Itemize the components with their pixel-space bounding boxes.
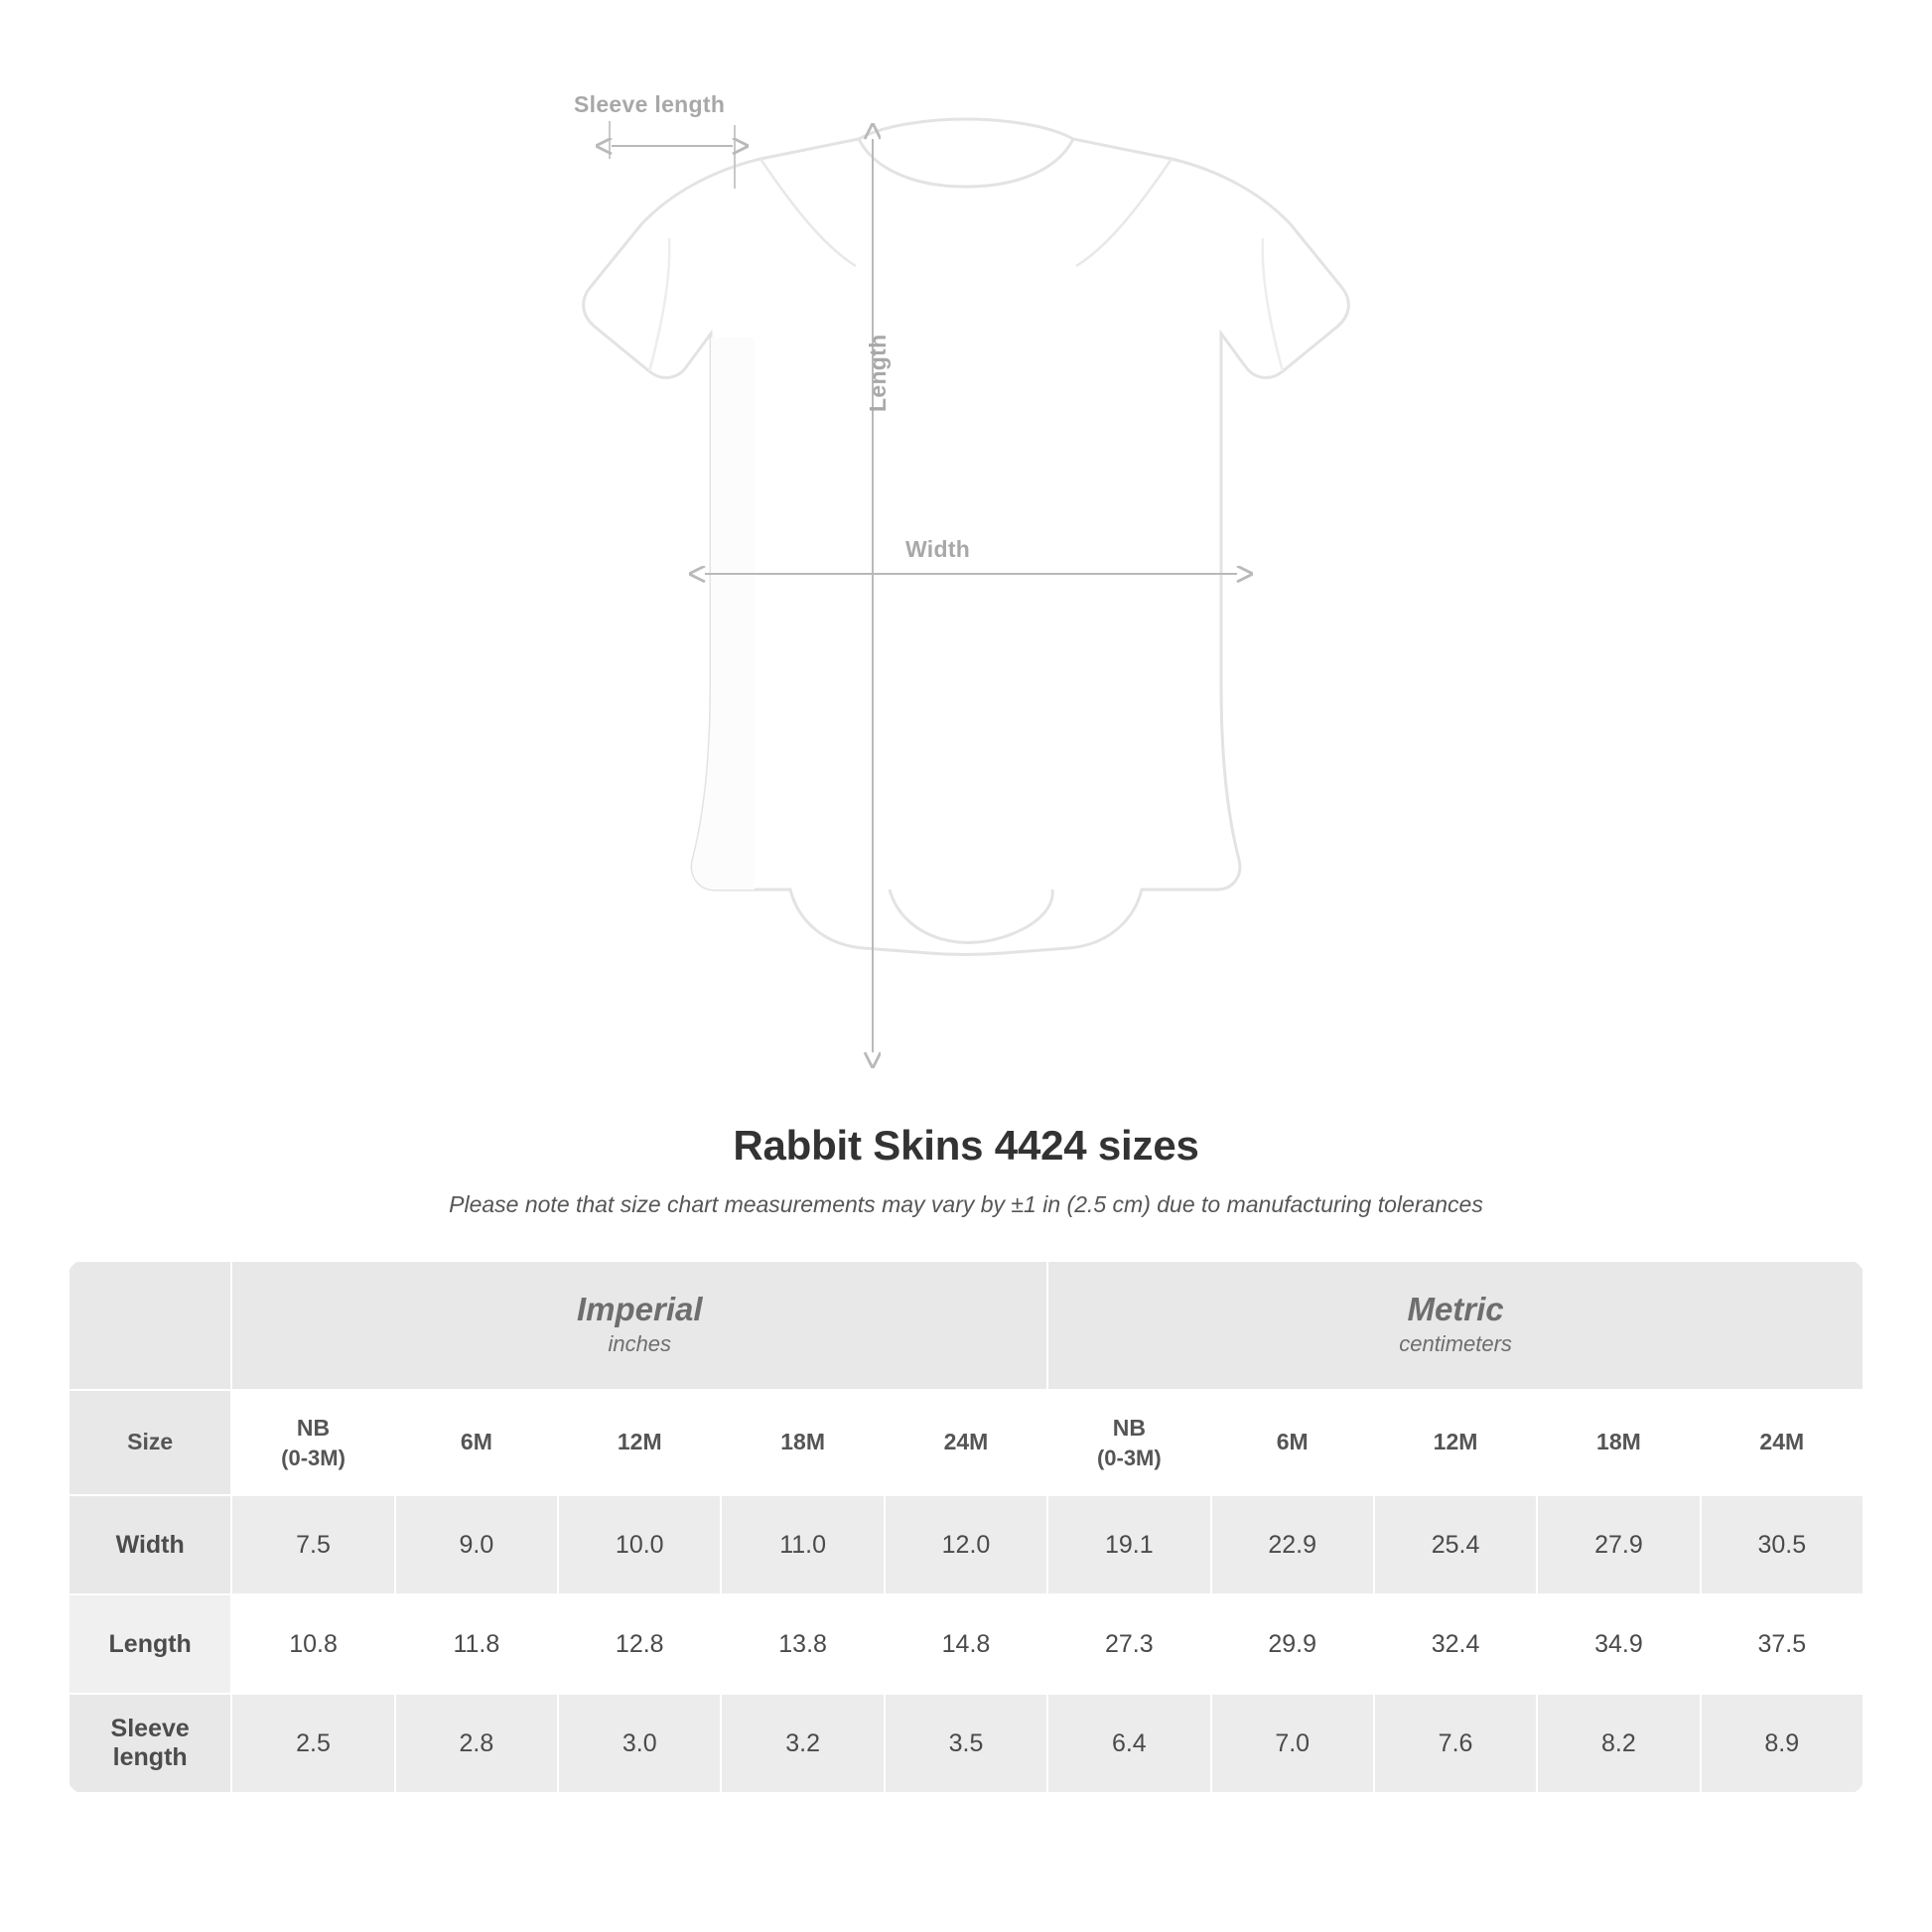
cell-sleeve-imperial-18m: 3.2 [721,1694,884,1793]
column-header-label: 18M [1596,1429,1641,1455]
cell-width-metric-24m: 30.5 [1701,1495,1863,1594]
unit-group-metric-sub: centimeters [1399,1331,1512,1357]
cell-length-metric-18m: 34.9 [1537,1594,1700,1694]
column-header-imperial-24m [885,1390,1047,1495]
size-table-wrapper [68,1260,1864,1794]
cell-width-metric-nb: 19.1 [1047,1495,1210,1594]
cell-width-metric-12m: 25.4 [1374,1495,1537,1594]
cell-sleeve-metric-nb: 6.4 [1047,1694,1210,1793]
unit-group-metric-name: Metric [1407,1290,1504,1327]
column-header-imperial-12m [558,1390,721,1495]
cell-width-imperial-24m: 12.0 [885,1495,1047,1594]
column-header-label: 12M [1433,1429,1478,1455]
column-header-label: NB [1112,1414,1146,1441]
cell-sleeve-imperial-24m: 3.5 [885,1694,1047,1793]
cell-length-imperial-nb: 10.8 [231,1594,394,1694]
cell-sleeve-imperial-6m: 2.8 [395,1694,558,1793]
unit-group-imperial [231,1261,1047,1390]
column-header-sub: (0-3M) [1096,1445,1162,1470]
cell-length-metric-24m: 37.5 [1701,1594,1863,1694]
column-header-label: 12M [617,1429,662,1455]
table-row [69,1495,1863,1594]
column-header-metric-24m [1701,1390,1863,1495]
column-header-metric-nb [1047,1390,1210,1495]
cell-width-metric-6m: 22.9 [1211,1495,1374,1594]
size-column-header: Size [69,1390,231,1495]
column-header-imperial-18m [721,1390,884,1495]
cell-sleeve-metric-18m: 8.2 [1537,1694,1700,1793]
unit-group-metric [1047,1261,1863,1390]
column-header-label: NB [296,1414,331,1441]
cell-sleeve-metric-6m: 7.0 [1211,1694,1374,1793]
cell-length-metric-6m: 29.9 [1211,1594,1374,1694]
cell-length-imperial-6m: 11.8 [395,1594,558,1694]
column-header-label: 6M [1276,1429,1309,1455]
unit-group-imperial-name: Imperial [576,1290,703,1327]
sleeve-length-dimension-label: Sleeve length [574,91,726,117]
cell-width-imperial-18m: 11.0 [721,1495,884,1594]
column-header-metric-6m [1211,1390,1374,1495]
cell-sleeve-imperial-nb: 2.5 [231,1694,394,1793]
table-row [69,1694,1863,1793]
column-header-metric-12m [1374,1390,1537,1495]
column-header-imperial-nb [231,1390,394,1495]
cell-length-imperial-12m: 12.8 [558,1594,721,1694]
column-header-label: 6M [460,1429,492,1455]
size-table [68,1260,1864,1794]
width-dimension-label: Width [905,536,971,562]
length-dimension-label: Length [865,334,891,412]
column-header-metric-18m [1537,1390,1700,1495]
page-title: Rabbit Skins 4424 sizes [733,1122,1199,1169]
column-header-label: 24M [943,1429,989,1455]
cell-length-imperial-24m: 14.8 [885,1594,1047,1694]
cell-sleeve-metric-12m: 7.6 [1374,1694,1537,1793]
column-header-sub: (0-3M) [281,1445,345,1470]
cell-width-imperial-nb: 7.5 [231,1495,394,1594]
row-label-sleeve-length: Sleeve length [69,1694,231,1793]
cell-sleeve-metric-24m: 8.9 [1701,1694,1863,1793]
tolerance-note: Please note that size chart measurements may vary by ±1 in (2.5 cm) due to manufacturing tolerances [449,1191,1483,1217]
cell-width-metric-18m: 27.9 [1537,1495,1700,1594]
cell-sleeve-imperial-12m: 3.0 [558,1694,721,1793]
column-header-label: 24M [1759,1429,1805,1455]
cell-length-metric-nb: 27.3 [1047,1594,1210,1694]
cell-width-imperial-6m: 9.0 [395,1495,558,1594]
column-header-label: 18M [780,1429,825,1455]
unit-header-corner [69,1261,231,1390]
cell-length-metric-12m: 32.4 [1374,1594,1537,1694]
title-block [0,1122,1932,1218]
column-header-row [69,1390,1863,1495]
column-header-imperial-6m [395,1390,558,1495]
unit-header-row [69,1261,1863,1390]
cell-length-imperial-18m: 13.8 [721,1594,884,1694]
unit-group-imperial-sub: inches [608,1331,672,1357]
row-label-length: Length [69,1594,231,1694]
row-label-width: Width [69,1495,231,1594]
cell-width-imperial-12m: 10.0 [558,1495,721,1594]
table-row [69,1594,1863,1694]
